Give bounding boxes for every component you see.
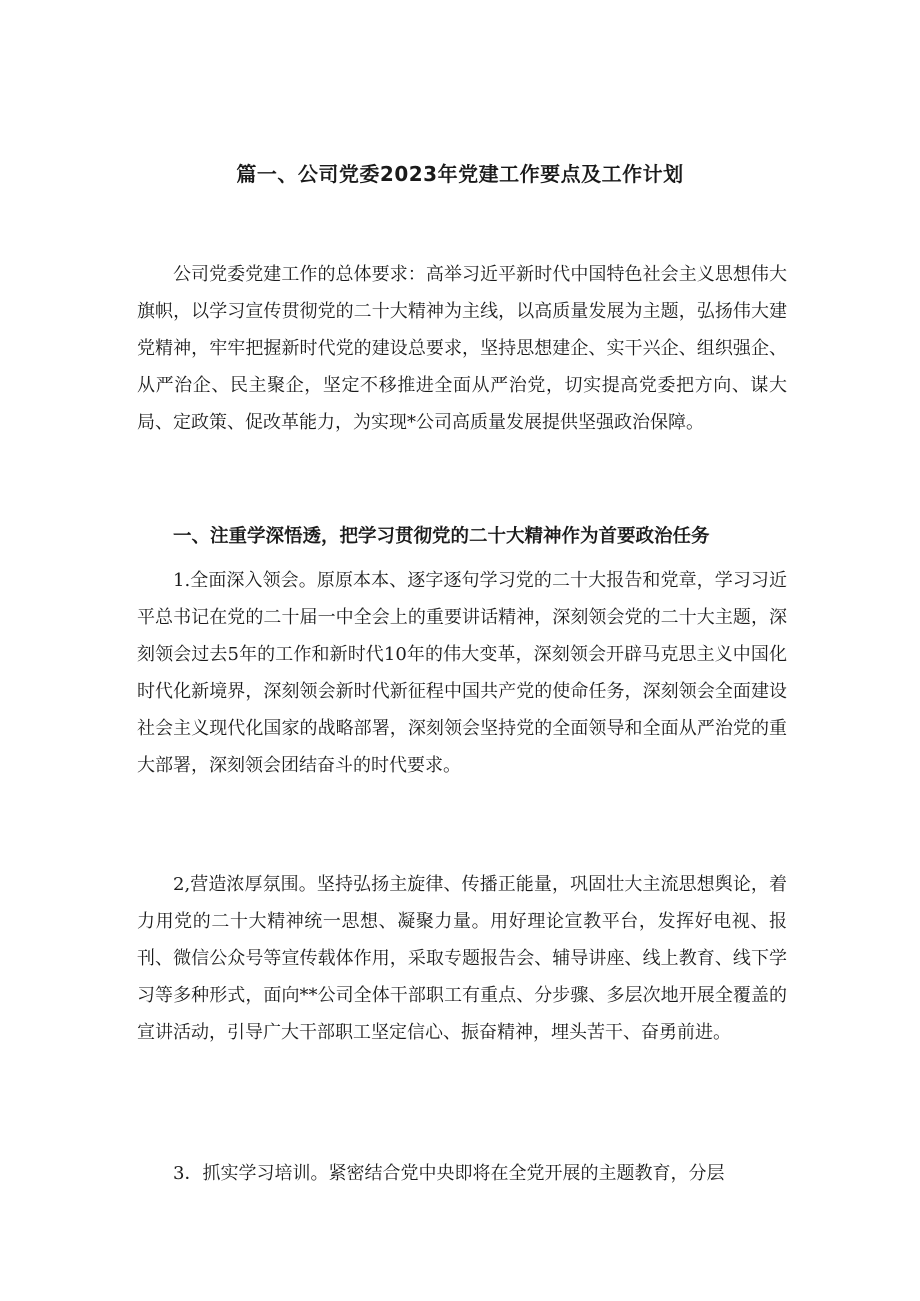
item-1-paragraph: 1.全面深入领会。原原本本、逐字逐句学习党的二十大报告和党章，学习习近平总书记在党的二十届一中全会上的重要讲话精神，深刻领会党的二十大主题，深刻领会过去5年的工作和新时代10年的伟大变革，深刻领会开辟马克思主义中国化时代化新境界，深刻领会新时代新征程中国共产党的使命任务，深刻领会全面建设社会主义现代化国家的战略部署，深刻领会坚持党的全面领导和全面从严治党的重大部署，深刻领会团结奋斗的时代要求。 bbox=[137, 570, 787, 776]
intro-paragraph: 公司党委党建工作的总体要求：高举习近平新时代中国特色社会主义思想伟大旗帜，以学习宣传贯彻党的二十大精神为主线，以高质量发展为主题，弘扬伟大建党精神，牢牢把握新时代党的建设总要求，坚持思想建企、实干兴企、组织强企、从严治企、民主聚企，坚定不移推进全面从严治党，切实提高党委把方向、谋大局、定政策、促改革能力，为实现*公司高质量发展提供坚强政治保障。 bbox=[137, 264, 787, 433]
item-2-paragraph: 2,营造浓厚氛围。坚持弘扬主旋律、传播正能量，巩固壮大主流思想舆论，着力用党的二十大精神统一思想、凝聚力量。用好理论宣教平台，发挥好电视、报刊、微信公众号等宣传载体作用，采取专题报告会、辅导讲座、线上教育、线下学习等多种形式，面向**公司全体干部职工有重点、分步骤、多层次地开展全覆盖的宣讲活动，引导广大干部职工坚定信心、振奋精神，埋头苦干、奋勇前进。 bbox=[137, 874, 787, 1043]
document-title: 篇一、公司党委2023年党建工作要点及工作计划 bbox=[236, 162, 684, 186]
item-3-paragraph: 3．抓实学习培训。紧密结合党中央即将在全党开展的主题教育，分层 bbox=[173, 1163, 725, 1184]
section-one-heading: 一、注重学深悟透，把学习贯彻党的二十大精神作为首要政治任务 bbox=[173, 526, 710, 547]
